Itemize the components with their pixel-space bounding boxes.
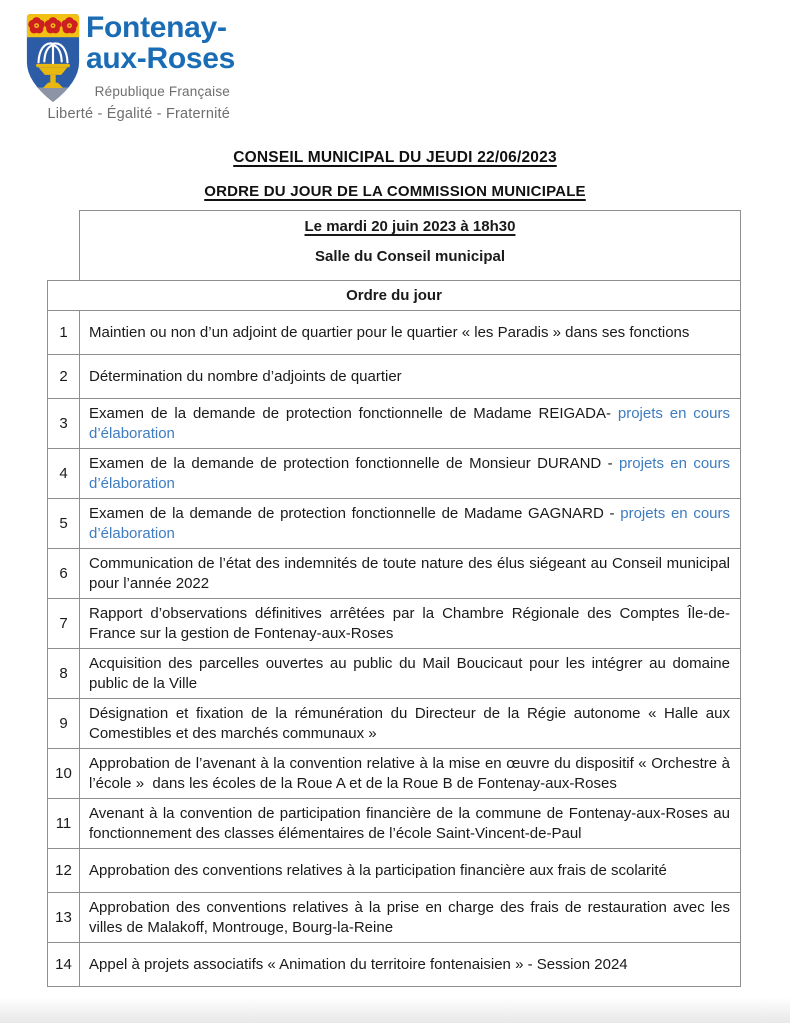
agenda-item-number: 8	[48, 649, 80, 698]
logo-wordmark-line1: Fontenay-	[86, 11, 227, 44]
agenda-item-label: Acquisition des parcelles ouvertes au public du Mail Boucicaut pour les intégrer au domaine public de la Ville	[89, 655, 730, 692]
agenda-item-number: 2	[48, 355, 80, 398]
agenda-item-label: Appel à projets associatifs « Animation du territoire fontenaisien » - Session 2024	[89, 955, 628, 973]
table-row	[48, 943, 740, 986]
agenda-item-text	[80, 799, 740, 848]
agenda-item-text	[80, 649, 740, 698]
agenda-item-label: Détermination du nombre d’adjoints de quartier	[89, 367, 402, 385]
table-row	[48, 399, 740, 449]
agenda-item-label: Avenant à la convention de participation financière de la commune de Fontenay-aux-Roses au fonctionnement des classes élémentaires de l’école Saint-Vincent-de-Paul	[89, 805, 730, 842]
agenda-item-number: 7	[48, 599, 80, 648]
agenda-item-number: 13	[48, 893, 80, 942]
agenda-item-label: Approbation de l’avenant à la convention relative à la mise en œuvre du dispositif « Orchestre à l’école » dans les écoles de la Roue A et de la Roue B de Fontenay-aux-Roses	[89, 755, 730, 792]
in-progress-note: projets en cours d’élaboration	[89, 405, 730, 442]
table-row	[48, 699, 740, 749]
logo-wordmark-line2: aux-Roses	[86, 42, 236, 75]
agenda-item-number: 3	[48, 399, 80, 448]
agenda-item-text	[80, 849, 740, 892]
agenda-item-number: 9	[48, 699, 80, 748]
agenda-item-number: 14	[48, 943, 80, 986]
agenda-item-text	[80, 311, 740, 354]
rose-icon	[28, 17, 77, 33]
agenda-item-text	[80, 355, 740, 398]
agenda-item-text	[80, 699, 740, 748]
agenda-item-label: Communication de l’état des indemnités de toute nature des élus siégeant au Conseil municipal pour l’année 2022	[89, 555, 730, 592]
agenda-item-label: Examen de la demande de protection fonctionnelle de Madame REIGADA-	[89, 405, 612, 422]
agenda-item-number: 1	[48, 311, 80, 354]
table-row	[48, 849, 740, 893]
page-edge-shadow	[0, 997, 790, 1023]
table-row	[48, 311, 740, 355]
agenda-item-text	[80, 893, 740, 942]
agenda-item-text	[80, 599, 740, 648]
agenda-item-text	[80, 399, 740, 448]
agenda-item-label: Maintien ou non d’un adjoint de quartier pour le quartier « les Paradis » dans ses fonctions	[89, 323, 690, 341]
table-row	[48, 649, 740, 699]
table-row	[48, 499, 740, 549]
agenda-item-label: Désignation et fixation de la rémunération du Directeur de la Régie autonome « Halle aux Comestibles et des marchés communaux »	[89, 705, 730, 742]
sub-title: ORDRE DU JOUR DE LA COMMISSION MUNICIPALE	[204, 183, 586, 200]
devise-text: Liberté - Égalité - Fraternité	[47, 106, 230, 122]
table-row	[48, 799, 740, 849]
in-progress-note: projets en cours d’élaboration	[89, 455, 731, 492]
session-box	[79, 210, 741, 280]
agenda-item-text	[80, 943, 740, 986]
table-row	[48, 749, 740, 799]
in-progress-note: projets en cours d’élaboration	[89, 505, 731, 542]
session-location: Salle du Conseil municipal	[314, 248, 506, 265]
logo-wordmark	[86, 12, 235, 74]
session-date: Le mardi 20 juin 2023 à 18h30	[304, 218, 516, 235]
republique-francaise-text: République Française	[94, 84, 230, 99]
agenda-item-text	[80, 749, 740, 798]
agenda-item-number: 12	[48, 849, 80, 892]
agenda-item-number: 10	[48, 749, 80, 798]
agenda-item-text	[80, 499, 740, 548]
main-title: CONSEIL MUNICIPAL DU JEUDI 22/06/2023	[233, 149, 557, 166]
city-coat-of-arms-icon	[24, 12, 82, 105]
agenda-item-text	[80, 449, 740, 498]
agenda-item-number: 5	[48, 499, 80, 548]
agenda-item-label: Examen de la demande de protection fonctionnelle de Monsieur DURAND -	[89, 455, 613, 472]
agenda-item-number: 6	[48, 549, 80, 598]
agenda-item-label: Approbation des conventions relatives à la prise en charge des frais de restauration avec les villes de Malakoff, Montrouge, Bourg-la-Reine	[89, 899, 730, 936]
table-row	[48, 599, 740, 649]
agenda-table	[47, 280, 741, 987]
agenda-item-text	[80, 549, 740, 598]
table-row	[48, 893, 740, 943]
table-row	[48, 449, 740, 499]
agenda-table-header: Ordre du jour	[48, 281, 740, 311]
agenda-item-label: Examen de la demande de protection fonctionnelle de Madame GAGNARD -	[89, 505, 615, 522]
agenda-item-label: Approbation des conventions relatives à la participation financière aux frais de scolarité	[89, 861, 667, 879]
table-row	[48, 355, 740, 399]
agenda-item-number: 11	[48, 799, 80, 848]
agenda-item-label: Rapport d’observations définitives arrêtées par la Chambre Régionale des Comptes Île-de-France sur la gestion de Fontenay-aux-Roses	[89, 605, 730, 642]
agenda-item-number: 4	[48, 449, 80, 498]
table-row	[48, 549, 740, 599]
agenda-rows	[48, 311, 740, 986]
